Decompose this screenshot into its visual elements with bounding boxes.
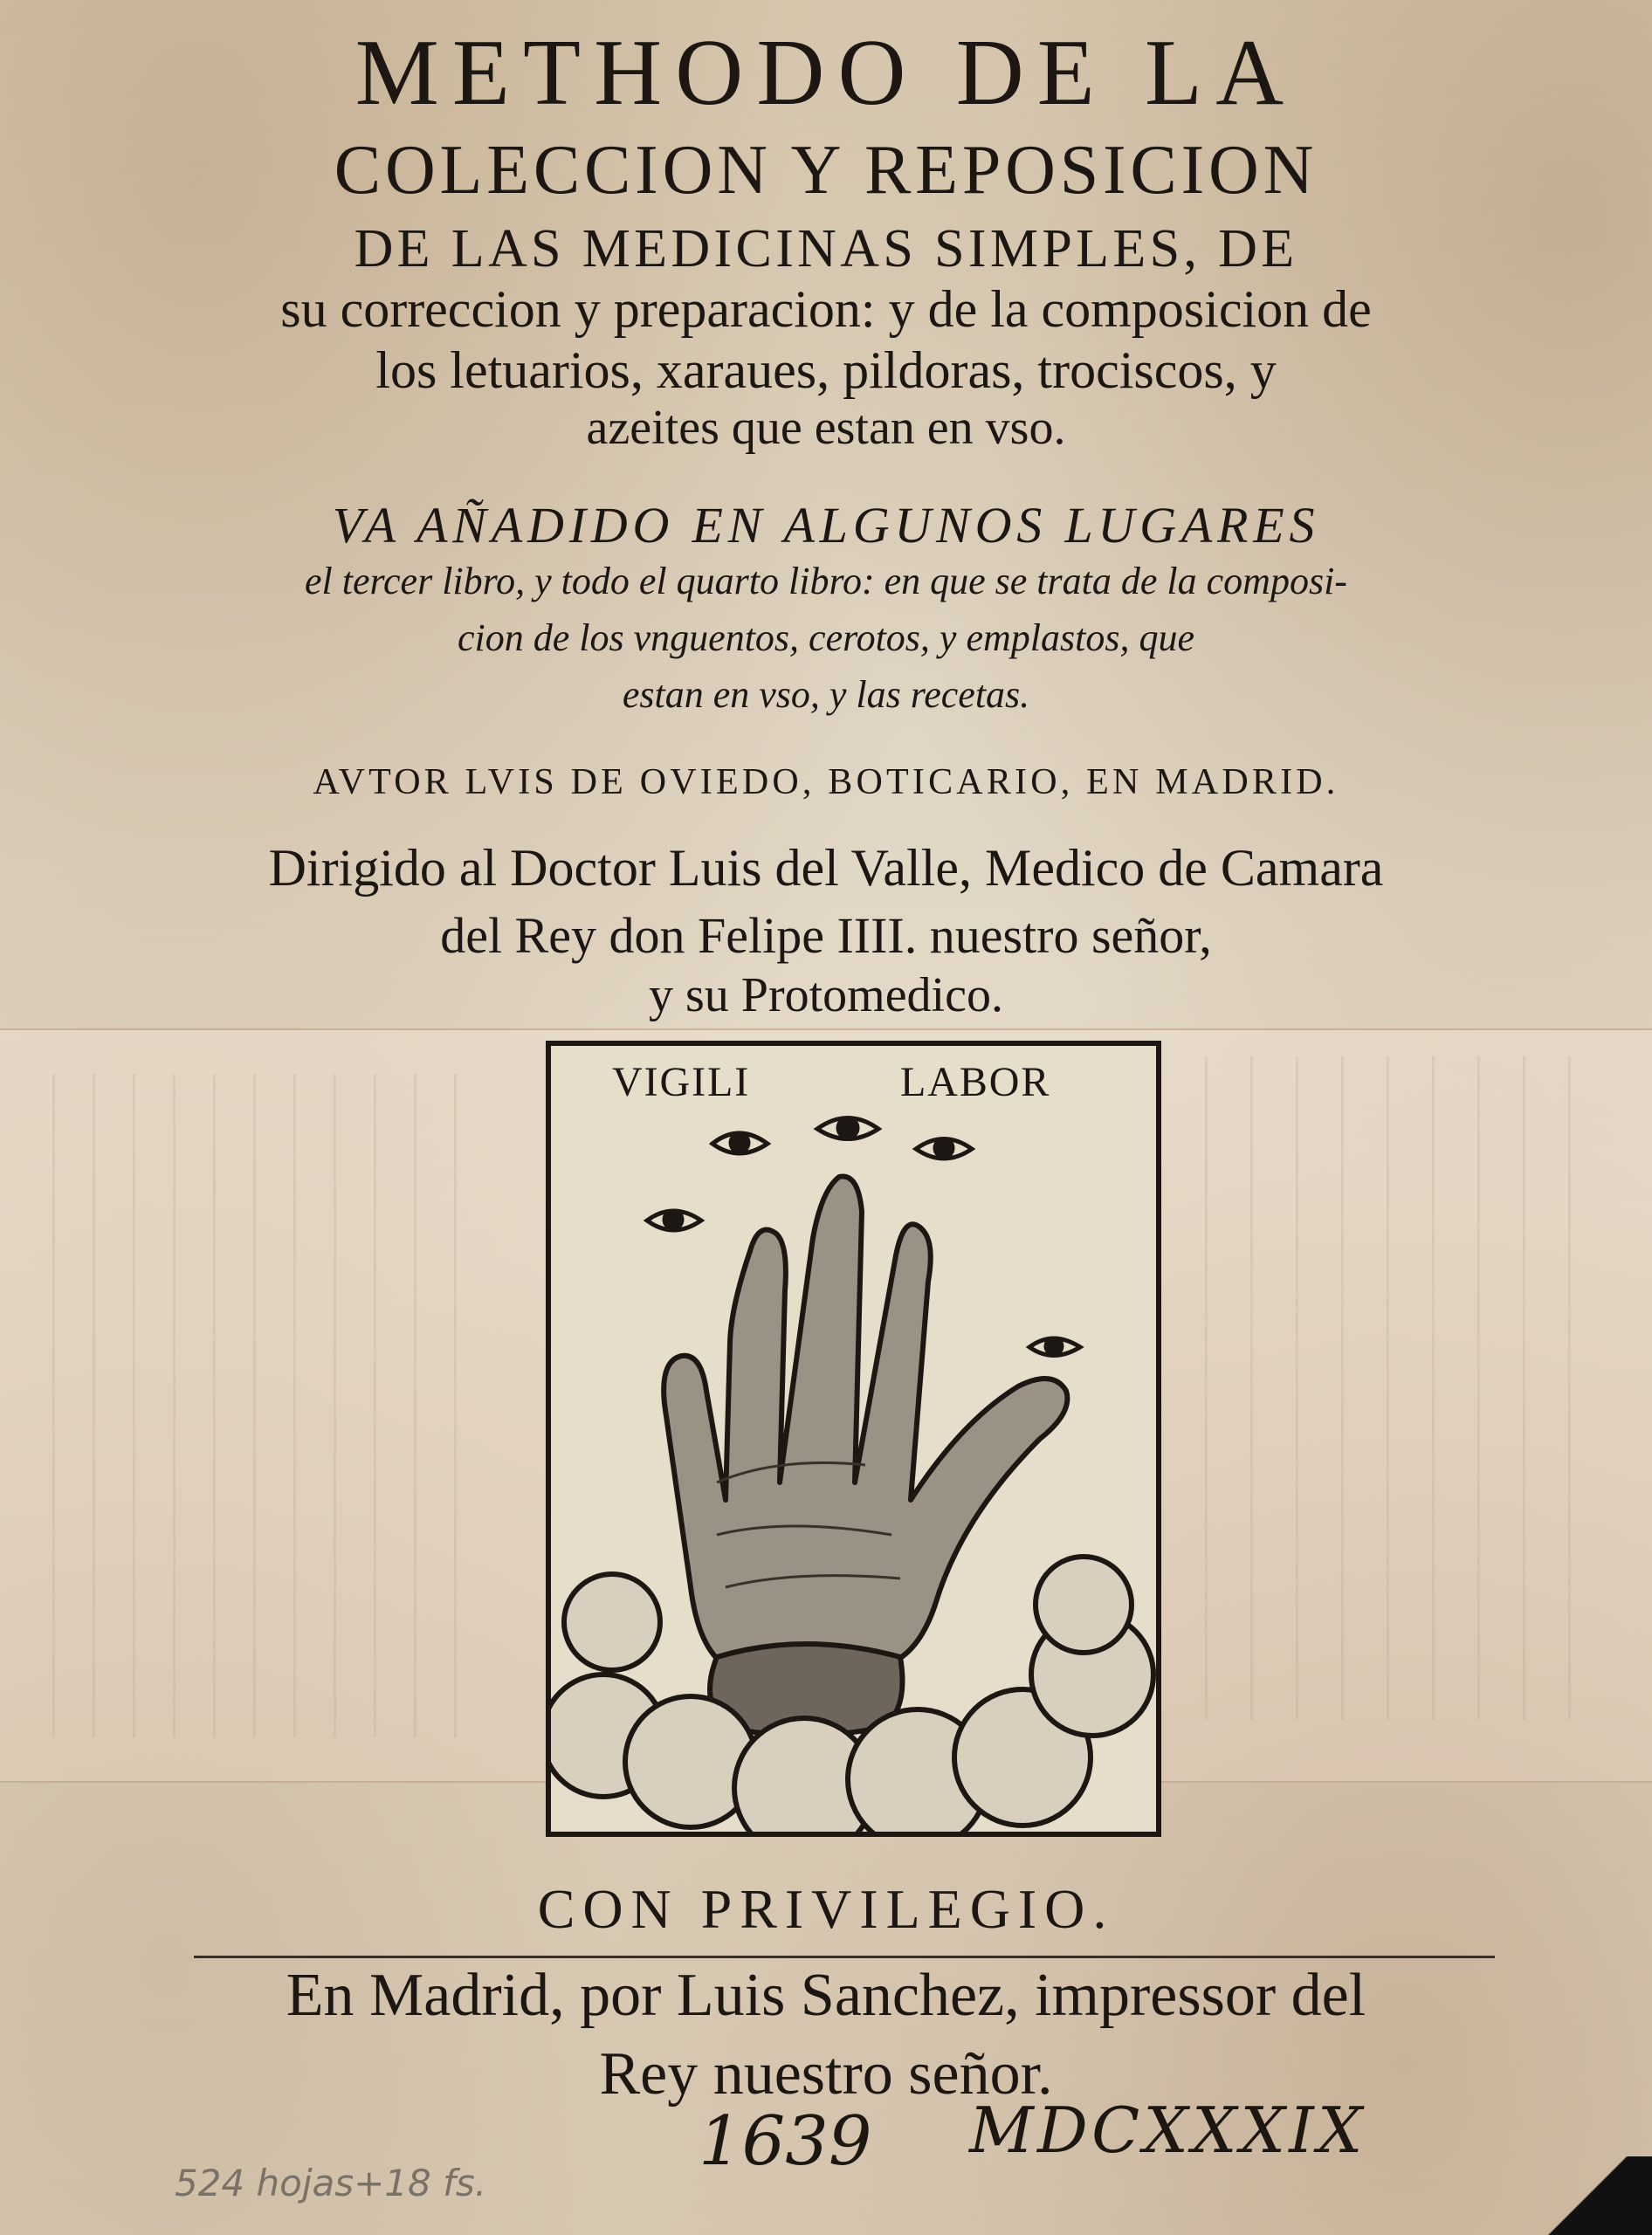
description-line-2: los letuarios, xaraues, pildoras, trociscos, y — [375, 341, 1277, 399]
show-through-text-left — [52, 1074, 472, 1737]
addition-line-2: cion de los vnguentos, cerotos, y emplastos, que — [458, 616, 1194, 659]
eye-icon — [647, 1211, 701, 1230]
addition-line-1: el tercer libro, y todo el quarto libro: en que se trata de la composi- — [305, 560, 1347, 602]
eye-icon — [1029, 1338, 1080, 1356]
dedication-line-2: del Rey don Felipe IIII. nuestro señor, — [440, 907, 1212, 964]
page-corner-shadow — [1521, 2156, 1652, 2235]
pencil-annotation: 524 hojas+18 fs. — [175, 2162, 487, 2204]
show-through-text-right — [1205, 1056, 1607, 1720]
imprint-rule — [194, 1956, 1495, 1958]
title-line-3: DE LAS MEDICINAS SIMPLES, DE — [354, 219, 1298, 279]
manuscript-date-arabic: 1639 — [699, 2102, 872, 2181]
imprint-line-2: Rey nuestro señor. — [599, 2040, 1053, 2108]
privilege-line: CON PRIVILEGIO. — [537, 1878, 1115, 1940]
description-line-3: azeites que estan en vso. — [586, 401, 1066, 455]
woodcut-motto-left: VIGILI — [612, 1059, 751, 1105]
hand-with-eyes-illustration — [551, 1046, 1156, 1832]
eye-icon — [712, 1133, 767, 1153]
description-line-1: su correccion y preparacion: y de la composicion de — [280, 280, 1372, 338]
manuscript-date-roman: MDCXXXIX — [969, 2094, 1366, 2167]
title-line-1: METHODO DE LA — [354, 21, 1298, 125]
eye-icon — [916, 1139, 972, 1159]
addition-line-3: estan en vso, y las recetas. — [622, 673, 1030, 716]
dedication-line-1: Dirigido al Doctor Luis del Valle, Medico de Camara — [268, 839, 1384, 897]
author-line: AVTOR LVIS DE OVIEDO, BOTICARIO, EN MADRID. — [313, 762, 1339, 802]
title-line-2: COLECCION Y REPOSICION — [334, 132, 1318, 209]
woodcut-motto-right: LABOR — [900, 1059, 1051, 1105]
imprint-line-1: En Madrid, por Luis Sanchez, impressor del — [286, 1962, 1366, 2029]
addition-heading: VA AÑADIDO EN ALGUNOS LUGARES — [332, 497, 1320, 554]
eye-icon — [817, 1118, 878, 1139]
dedication-line-3: y su Protomedico. — [649, 968, 1003, 1022]
printers-device-woodcut — [546, 1041, 1161, 1837]
